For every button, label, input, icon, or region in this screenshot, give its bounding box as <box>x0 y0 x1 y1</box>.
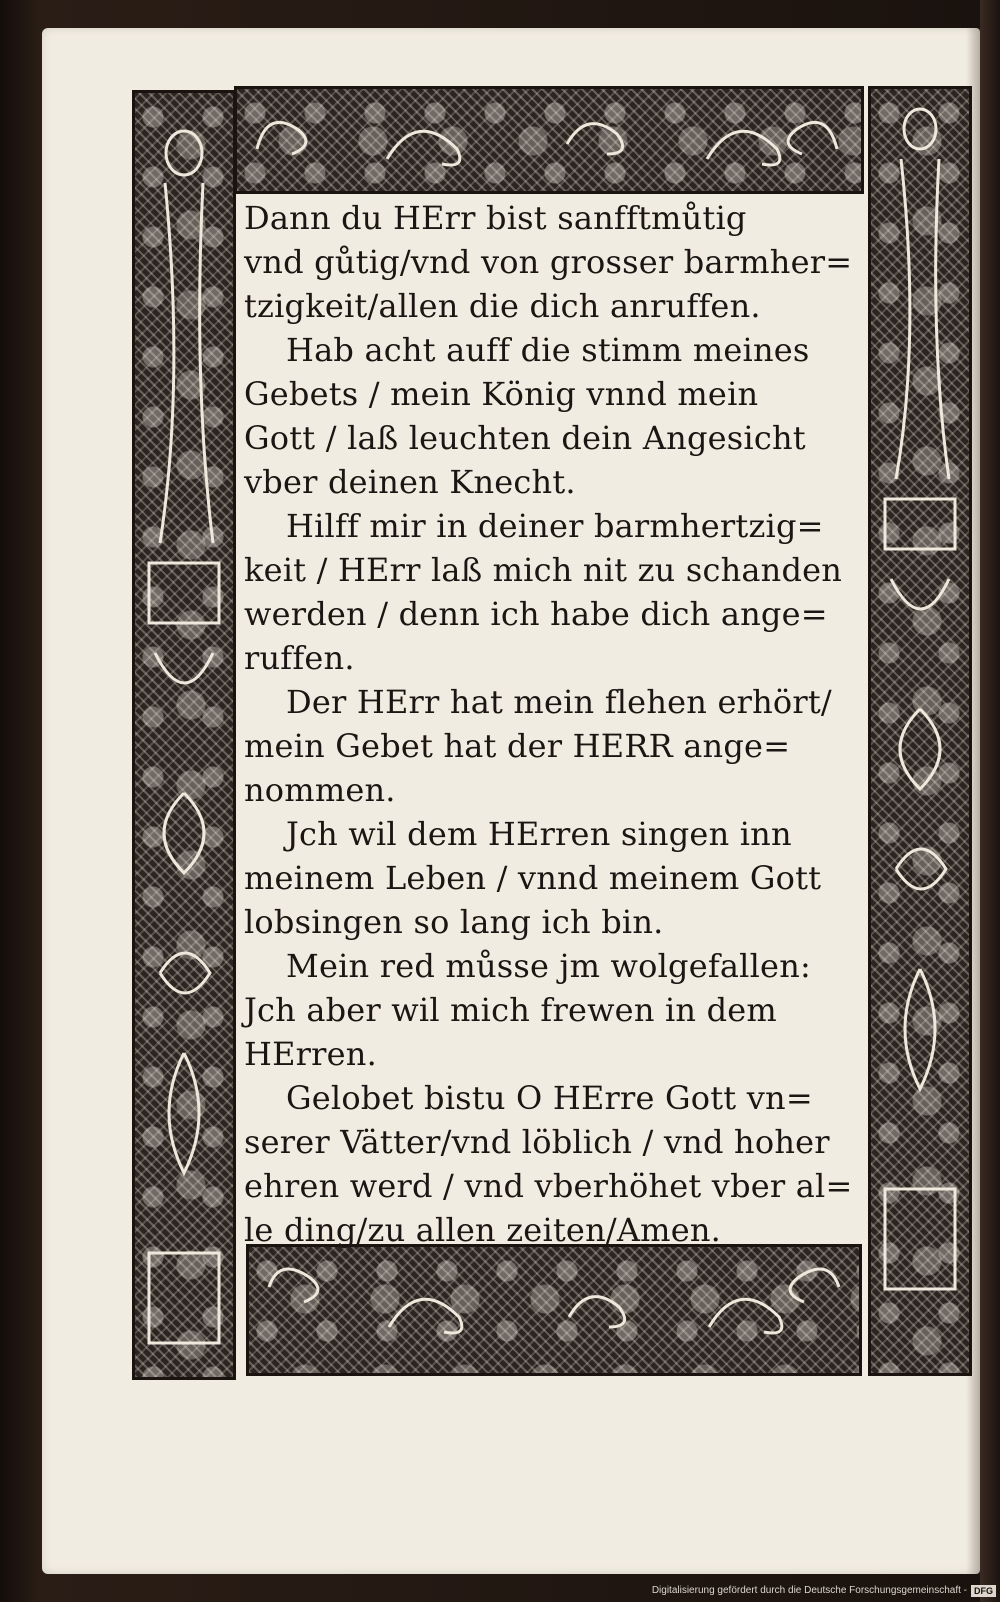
text-line: Gebets / mein König vnnd mein <box>244 375 759 413</box>
text-line: vber deinen Knecht. <box>244 463 576 501</box>
text-line: lobsingen so lang ich bin. <box>244 903 664 941</box>
text-line: Gelobet bistu O HErre Gott vn= <box>286 1079 813 1117</box>
text-line: serer Vätter/vnd löblich / vnd hoher <box>244 1123 830 1161</box>
credit-text: Digitalisierung gefördert durch die Deutsche Forschungsgemeinschaft - <box>651 1585 967 1596</box>
bottom-woodcut-border <box>246 1244 862 1376</box>
top-woodcut-border <box>234 86 864 194</box>
text-line: vnd gůtig/vnd von grosser barmher= <box>244 243 853 281</box>
left-woodcut-border <box>132 90 236 1380</box>
text-line: Dann du HErr bist sanfftmůtig <box>244 199 747 237</box>
text-line: keit / HErr laß mich nit zu schanden <box>244 551 843 589</box>
figure-column-ornament-icon <box>871 89 969 1373</box>
text-block <box>244 196 858 1249</box>
text-line: tzigkeit/allen die dich anruffen. <box>244 287 761 325</box>
figure-column-ornament-icon <box>135 93 233 1377</box>
text-line: Mein red můsse jm wolgefallen: <box>286 947 811 985</box>
text-line: Jch aber wil mich frewen in dem <box>244 991 777 1029</box>
text-line: Hab acht auff die stimm meines <box>286 331 810 369</box>
right-woodcut-border <box>868 86 972 1376</box>
text-line: le ding/zu allen zeiten/Amen. <box>244 1211 722 1249</box>
text-line: ruffen. <box>244 639 355 677</box>
book-edge <box>980 0 1000 1602</box>
text-line: HErren. <box>244 1035 377 1073</box>
scroll-ornament-icon <box>237 89 861 191</box>
text-line: nommen. <box>244 771 396 809</box>
text-line: Der HErr hat mein flehen erhört/ <box>286 683 832 721</box>
digitization-credit <box>652 1583 996 1599</box>
text-line: mein Gebet hat der HERR ange= <box>244 727 791 765</box>
text-line: werden / denn ich habe dich ange= <box>244 595 828 633</box>
text-line: meinem Leben / vnnd meinem Gott <box>244 859 822 897</box>
text-line: ehren werd / vnd vberhöhet vber al= <box>244 1167 853 1205</box>
scroll-ornament-icon <box>249 1247 859 1373</box>
text-line: Gott / laß leuchten dein Angesicht <box>244 419 806 457</box>
text-line: Jch wil dem HErren singen inn <box>286 815 792 853</box>
text-line: Hilff mir in deiner barmhertzig= <box>286 507 824 545</box>
dfg-logo: DFG <box>971 1585 996 1597</box>
